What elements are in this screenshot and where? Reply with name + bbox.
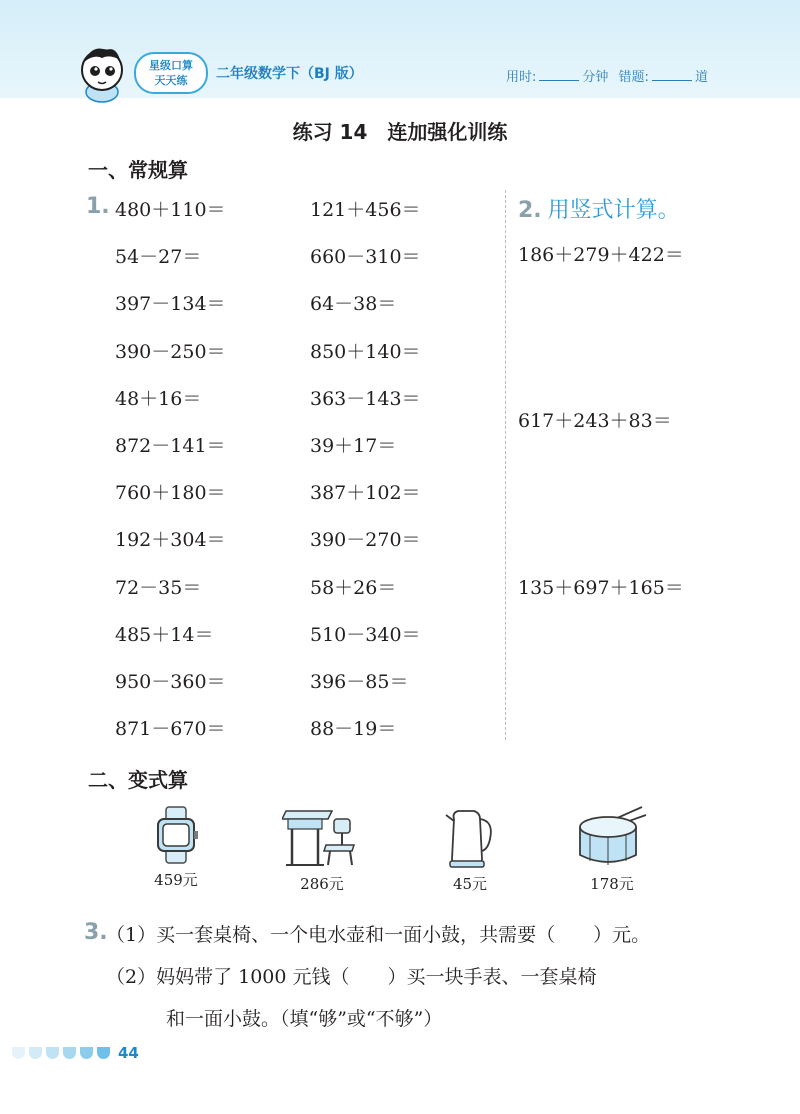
minute-label: 分钟 <box>582 70 609 85</box>
arithmetic-item: 397－134＝ <box>115 293 226 316</box>
watch-icon <box>152 805 200 865</box>
book-title: 二年级数学下（BJ 版） <box>216 66 363 82</box>
question-3-number: 3. <box>84 920 108 945</box>
price-drum: 178元 <box>590 875 634 893</box>
arithmetic-item: 390－270＝ <box>310 529 421 552</box>
time-label: 用时: <box>506 70 537 85</box>
price-watch: 459元 <box>154 871 198 889</box>
arithmetic-item: 363－143＝ <box>310 387 421 410</box>
arithmetic-item: 480＋110＝ <box>115 199 226 221</box>
arithmetic-item: 396－85＝ <box>310 671 409 693</box>
errors-label: 错题: <box>618 70 649 85</box>
arithmetic-item: 387＋102＝ <box>310 482 421 505</box>
question-2-title: 用竖式计算。 <box>547 198 680 223</box>
arithmetic-item: 58＋26＝ <box>310 576 397 599</box>
price-kettle: 45元 <box>452 875 488 893</box>
arithmetic-item: 390－250＝ <box>115 340 226 363</box>
footer-dot <box>97 1047 110 1059</box>
item-desk-chair <box>282 805 362 894</box>
errors-blank <box>652 68 692 81</box>
arithmetic-item: 39＋17＝ <box>310 435 397 457</box>
arithmetic-item: 121＋456＝ <box>310 199 421 221</box>
item-kettle <box>440 805 500 894</box>
count-unit: 道 <box>694 70 708 85</box>
page-number: 44 <box>118 1044 139 1062</box>
footer-dot <box>29 1047 42 1059</box>
exercise-title: 练习 14 连加强化训练 <box>292 120 508 144</box>
footer-dot <box>80 1047 93 1059</box>
page-footer <box>12 1044 139 1062</box>
price-desk-chair: 286元 <box>300 875 344 893</box>
question-3-part-2-line-2: 和一面小鼓。（填“够”或“不够”） <box>166 1008 443 1030</box>
arithmetic-item: 72－35＝ <box>115 576 202 599</box>
arithmetic-item: 950－360＝ <box>115 671 226 693</box>
arithmetic-item: 88－19＝ <box>310 718 397 741</box>
arithmetic-item: 510－340＝ <box>310 623 421 646</box>
arithmetic-item: 760＋180＝ <box>115 482 226 505</box>
question-3-part-2-line-1: （2）妈妈带了 1000 元钱（ ）买一块手表、一套桌椅 <box>106 966 597 988</box>
mascot-icon <box>72 42 132 104</box>
arithmetic-item: 48＋16＝ <box>115 387 202 410</box>
footer-dot <box>63 1047 76 1059</box>
question-1-number: 1. <box>86 194 110 219</box>
vertical-calc-2: 617＋243＋83＝ <box>518 410 672 432</box>
arithmetic-item: 871－670＝ <box>115 718 226 741</box>
item-watch <box>146 805 206 890</box>
arithmetic-item: 64－38＝ <box>310 293 397 316</box>
vertical-calc-3: 135＋697＋165＝ <box>518 577 684 599</box>
kettle-icon <box>444 805 496 869</box>
vertical-calc-1: 186＋279＋422＝ <box>518 244 684 266</box>
item-drum <box>576 805 648 894</box>
arithmetic-item: 872－141＝ <box>115 435 226 457</box>
section-2-title: 二、变式算 <box>88 768 188 792</box>
timing-record <box>506 66 708 85</box>
drum-icon <box>576 805 648 869</box>
arithmetic-item: 850＋140＝ <box>310 340 421 363</box>
series-badge <box>134 52 208 94</box>
arithmetic-item: 660－310＝ <box>310 246 421 269</box>
section-1-title: 一、常规算 <box>88 158 188 182</box>
arithmetic-item: 192＋304＝ <box>115 529 226 552</box>
footer-dot <box>12 1047 25 1059</box>
arithmetic-item: 485＋14＝ <box>115 623 214 646</box>
question-2-header <box>518 193 680 224</box>
badge-line1: 星级口算 <box>149 59 193 72</box>
desk-chair-icon <box>282 805 362 869</box>
time-blank <box>539 68 579 81</box>
column-divider <box>505 190 506 740</box>
arithmetic-item: 54－27＝ <box>115 246 202 269</box>
footer-dot <box>46 1047 59 1059</box>
question-2-number: 2. <box>518 198 542 223</box>
question-3-part-1: （1）买一套桌椅、一个电水壶和一面小鼓，共需要（ ）元。 <box>106 924 651 946</box>
badge-line2: 天天练 <box>154 74 188 87</box>
